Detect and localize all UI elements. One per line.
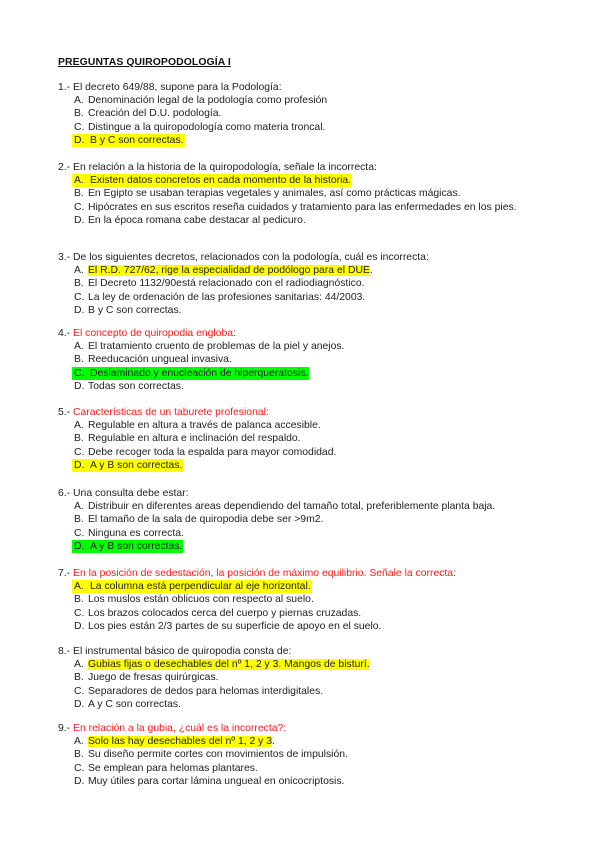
option-letter: C. <box>74 762 85 774</box>
option-letter: C. <box>74 291 85 303</box>
question-text: El decreto 649/88, supone para la Podología: <box>73 82 282 93</box>
option-letter: C. <box>74 367 85 379</box>
option-text: La ley de ordenación de las profesiones sanitarias: 44/2003. <box>88 291 366 303</box>
option-list <box>58 500 578 553</box>
answer-option <box>58 187 578 200</box>
option-text: Creación del D.U. podología. <box>88 108 222 120</box>
option-text: B y C son correctas. <box>90 134 184 146</box>
option-text: A y B son correctas. <box>90 459 183 471</box>
question-header <box>58 406 578 419</box>
answer-highlight <box>72 459 183 472</box>
option-text: Separadores de dedos para helomas interdigitales. <box>88 685 324 697</box>
option-letter: D. <box>74 380 85 392</box>
answer-option <box>58 671 578 684</box>
answer-option <box>58 277 578 290</box>
option-letter: A. <box>74 341 84 353</box>
option-text: El Decreto 1132/90está relacionado con el radiodiagnóstico. <box>88 278 365 290</box>
question-1 <box>58 81 578 147</box>
answer-option <box>58 446 578 459</box>
answer-highlight <box>72 134 185 147</box>
option-text: Todas son correctas. <box>88 380 184 392</box>
option-letter: A. <box>74 659 84 671</box>
option-letter: B. <box>74 594 84 606</box>
answer-option <box>58 174 578 187</box>
question-number: 6.- <box>58 488 71 499</box>
question-header <box>58 722 578 735</box>
option-text: El R.D. 727/62, rige la especialidad de podólogo para el DUE <box>88 265 370 277</box>
question-header <box>58 81 578 94</box>
option-text: Su diseño permite cortes con movimientos de impulsión. <box>88 749 348 761</box>
question-header <box>58 161 578 174</box>
option-text: Hipócrates en sus escritos reseña cuidados y tratamiento para las enfermedades en los pies. <box>88 201 517 213</box>
option-text: Debe recoger toda la espalda para mayor comodidad. <box>88 446 337 458</box>
question-text: En relación a la historia de la quiropodología, señale la incorrecta: <box>73 162 377 173</box>
answer-option <box>58 607 578 620</box>
answer-option <box>58 580 578 593</box>
option-letter: C. <box>74 527 85 539</box>
answer-option <box>58 593 578 606</box>
question-9 <box>58 722 578 788</box>
answer-option <box>58 748 578 761</box>
option-letter: C. <box>74 607 85 619</box>
option-text: A y C son correctas. <box>88 698 181 710</box>
answer-option <box>58 432 578 445</box>
option-letter: C. <box>74 121 85 133</box>
option-letter: B. <box>74 749 84 761</box>
answer-option <box>58 419 578 432</box>
option-letter: D. <box>74 775 85 787</box>
option-text: Reeducación ungueal invasiva. <box>88 354 232 366</box>
option-letter: A. <box>74 175 84 187</box>
question-number: 5.- <box>58 407 71 418</box>
option-text: Muy útiles para cortar lámina ungueal en onicocriptosis. <box>88 775 345 787</box>
answer-option <box>58 698 578 711</box>
option-letter: D. <box>74 620 85 632</box>
question-text: Características de un taburete profesional: <box>73 407 269 418</box>
option-suffix: . <box>272 736 275 748</box>
question-number: 8.- <box>58 646 71 657</box>
option-list <box>58 658 578 711</box>
option-text: Distingue a la quiropodología como materia troncal. <box>88 121 326 133</box>
option-letter: B. <box>74 514 84 526</box>
question-number: 7.- <box>58 568 71 579</box>
question-2 <box>58 161 578 227</box>
answer-option <box>58 340 578 353</box>
option-text: Los muslos están oblicuos con respecto al suelo. <box>88 594 314 606</box>
option-letter: B. <box>74 108 84 120</box>
answer-option <box>58 214 578 227</box>
answer-option <box>58 762 578 775</box>
option-suffix: . <box>369 265 373 277</box>
option-text: Existen datos concretos en cada momento de la historia. <box>90 175 352 187</box>
option-text: Ninguna es correcta. <box>88 527 184 539</box>
option-letter: C. <box>74 446 85 458</box>
answer-option <box>58 527 578 540</box>
option-text: Se emplean para helomas plantares. <box>88 762 258 774</box>
option-list <box>58 94 578 147</box>
answer-option <box>58 94 578 107</box>
option-text: Solo las hay desechables del nº 1, 2 y 3 <box>88 736 273 748</box>
answer-option <box>58 685 578 698</box>
option-letter: A. <box>74 420 84 432</box>
answer-option <box>58 201 578 214</box>
option-letter: A. <box>74 265 84 277</box>
option-text: Regulable en altura e inclinación del respaldo. <box>88 433 301 445</box>
question-7 <box>58 567 578 633</box>
option-letter: D. <box>74 134 85 146</box>
answer-highlight <box>72 174 352 187</box>
answer-option <box>58 540 578 553</box>
option-list <box>58 264 578 317</box>
option-text: La columna está perpendicular al eje horizontal. <box>90 581 311 593</box>
option-text: A y B son correctas. <box>90 540 183 552</box>
answer-option <box>58 775 578 788</box>
question-number: 1.- <box>58 82 71 93</box>
answer-option <box>58 291 578 304</box>
question-header <box>58 327 578 340</box>
question-text: El instrumental básico de quiropodia consta de: <box>73 646 292 657</box>
question-number: 9.- <box>58 723 71 734</box>
option-text: El tratamiento cruento de problemas de la piel y anejos. <box>88 341 345 353</box>
option-letter: A. <box>74 581 84 593</box>
option-letter: B. <box>74 354 84 366</box>
answer-option <box>58 107 578 120</box>
answer-option <box>58 367 578 380</box>
answer-option <box>58 658 578 671</box>
answer-option <box>58 304 578 317</box>
option-list <box>58 735 578 788</box>
question-header <box>58 567 578 580</box>
option-text: Juego de fresas quirúrgicas. <box>88 672 219 684</box>
answer-option <box>58 121 578 134</box>
question-header <box>58 251 578 264</box>
option-list <box>58 419 578 472</box>
question-text: En relación a la gubia, ¿cuál es la incorrecta?: <box>73 723 287 734</box>
option-letter: C. <box>74 685 85 697</box>
answer-highlight <box>72 367 309 380</box>
answer-highlight <box>72 580 312 593</box>
option-text: En Egipto se usaban terapias vegetales y animales, así como prácticas mágicas. <box>88 188 461 200</box>
option-letter: D. <box>74 540 85 552</box>
answer-option <box>58 134 578 147</box>
question-number: 4.- <box>58 328 71 339</box>
option-letter: D. <box>74 698 85 710</box>
question-text: El concepto de quiropodia engloba: <box>73 328 236 339</box>
answer-option <box>58 500 578 513</box>
option-text: B y C son correctas. <box>88 304 182 316</box>
option-letter: D. <box>74 214 85 226</box>
option-list <box>58 580 578 633</box>
option-letter: A. <box>74 736 84 748</box>
question-5 <box>58 406 578 472</box>
answer-option <box>58 513 578 526</box>
question-8 <box>58 645 578 711</box>
answer-option <box>58 264 578 277</box>
question-text: De los siguientes decretos, relacionados con la podología, cuál es incorrecta: <box>73 252 429 263</box>
option-text: El tamaño de la sala de quiropodia debe ser >9m2. <box>88 514 324 526</box>
option-list <box>58 174 578 227</box>
question-header <box>58 487 578 500</box>
question-6 <box>58 487 578 553</box>
question-4 <box>58 327 578 393</box>
option-letter: B. <box>74 433 84 445</box>
question-number: 2.- <box>58 162 71 173</box>
option-letter: B. <box>74 672 84 684</box>
option-text: Distribuir en diferentes areas dependiendo del tamaño total, preferiblemente planta baja. <box>88 501 496 513</box>
option-list <box>58 340 578 393</box>
question-text: Una consulta debe estar: <box>73 488 189 499</box>
option-letter: B. <box>74 278 84 290</box>
option-text: Los pies están 2/3 partes de su superficie de apoyo en el suelo. <box>88 620 382 632</box>
option-letter: D. <box>74 459 85 471</box>
answer-option <box>58 459 578 472</box>
option-letter: B. <box>74 188 84 200</box>
answer-option <box>58 735 578 748</box>
option-letter: D. <box>74 304 85 316</box>
option-letter: A. <box>74 501 84 513</box>
answer-highlight <box>72 540 183 553</box>
option-text: Los brazos colocados cerca del cuerpo y piernas cruzadas. <box>88 607 362 619</box>
option-text: Denominación legal de la podología como profesión <box>88 95 328 107</box>
page-title: PREGUNTAS QUIROPODOLOGÍA I <box>58 57 231 68</box>
question-text: En la posición de sedestación, la posición de máximo equilibrio. Señale la correcta: <box>73 568 456 579</box>
question-3 <box>58 251 578 317</box>
option-text: Gubias fijas o desechables del nº 1, 2 y 3. Mangos de bisturí. <box>88 659 370 671</box>
option-text: Regulable en altura a través de palanca accesible. <box>88 420 321 432</box>
answer-option <box>58 620 578 633</box>
option-letter: C. <box>74 201 85 213</box>
option-letter: A. <box>74 95 84 107</box>
answer-option <box>58 353 578 366</box>
option-text: Deslaminado y enucleación de hiperqueratosis. <box>90 367 309 379</box>
question-header <box>58 645 578 658</box>
answer-option <box>58 380 578 393</box>
question-number: 3.- <box>58 252 71 263</box>
option-text: En la época romana cabe destacar al pedicuro. <box>88 214 306 226</box>
